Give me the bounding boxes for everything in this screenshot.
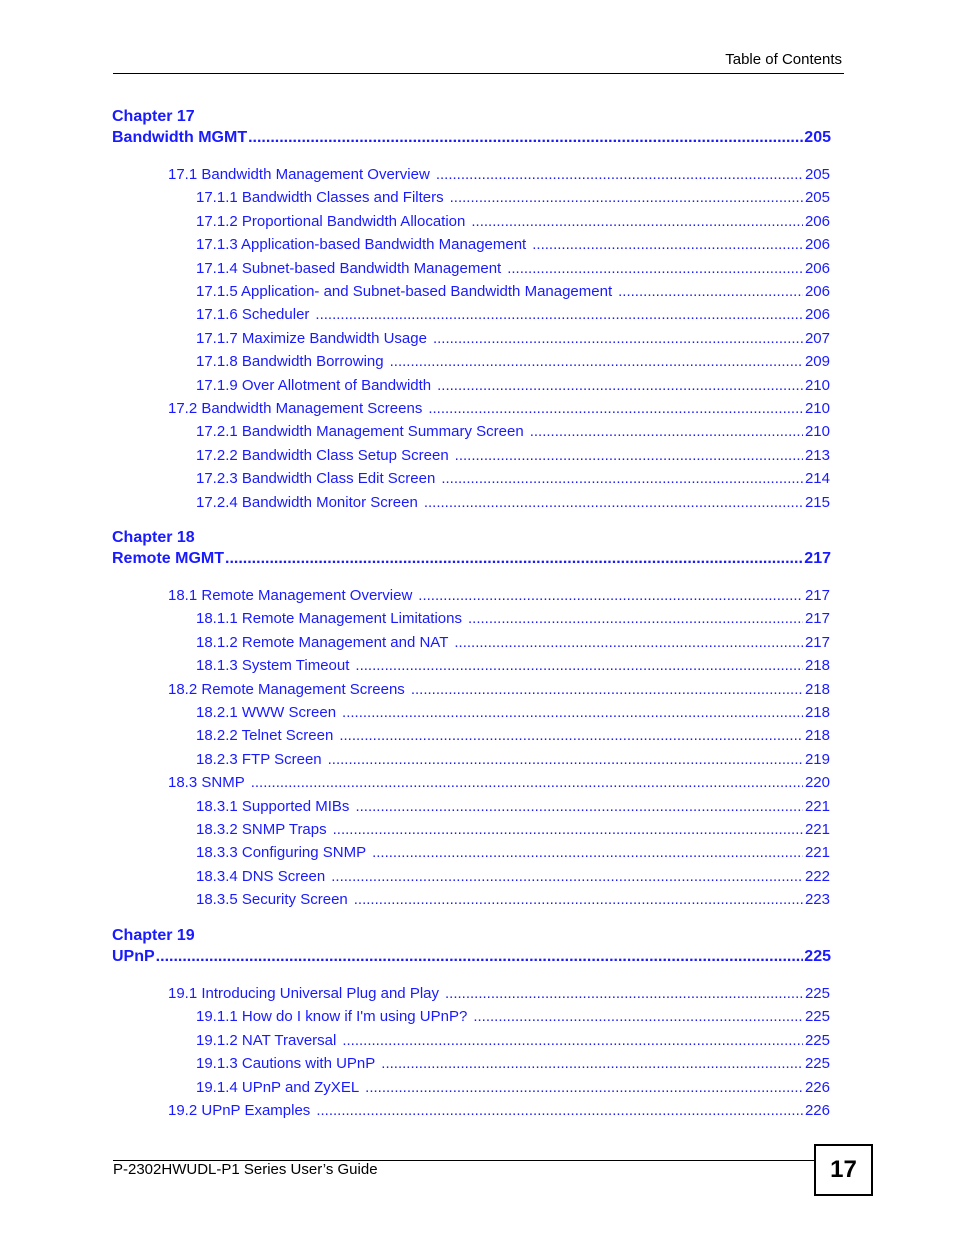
toc-entry-page: 221: [804, 797, 830, 815]
toc-entry-title: 17.2.2 Bandwidth Class Setup Screen: [196, 446, 449, 464]
toc-entry-title: 17.2.1 Bandwidth Management Summary Screen: [196, 423, 524, 441]
toc-entry-page: 219: [804, 750, 830, 768]
toc-entry-page: 223: [804, 891, 830, 909]
toc-entry-page: 215: [804, 493, 830, 511]
toc-entry-page: 225: [804, 1008, 830, 1026]
chapter-page: 205: [804, 129, 831, 146]
toc-entry[interactable]: [196, 351, 830, 373]
toc-entry-title: 17.1.9 Over Allotment of Bandwidth: [196, 376, 432, 394]
dot-leader: [390, 351, 803, 373]
toc-entry-title: 17.1.3 Application-based Bandwidth Management: [196, 236, 527, 254]
toc-entry-title: 18.3.5 Security Screen: [196, 891, 348, 909]
chapter-label: Chapter 17: [112, 108, 195, 125]
dot-leader: [437, 375, 803, 397]
toc-entry[interactable]: [168, 398, 830, 420]
toc-entry[interactable]: [196, 655, 830, 677]
header-title: Table of Contents: [725, 51, 842, 68]
toc-entry-title: 17.1.5 Application- and Subnet-based Bandwidth Management: [196, 283, 613, 300]
toc-entry-title: 17.2.3 Bandwidth Class Edit Screen: [196, 470, 436, 488]
toc-entry-title: 18.3.3 Configuring SNMP: [196, 844, 367, 862]
toc-entry[interactable]: [196, 328, 830, 350]
dot-leader: [532, 234, 803, 256]
chapter-title: UPnP: [112, 948, 155, 965]
dot-leader: [418, 585, 803, 607]
dot-leader: [328, 749, 803, 771]
toc-entry[interactable]: [196, 1077, 830, 1099]
dot-leader: [316, 1100, 803, 1122]
toc-entry-title: 17.2.4 Bandwidth Monitor Screen: [196, 493, 418, 511]
dot-leader: [365, 1077, 803, 1099]
toc-entry-page: 217: [804, 633, 830, 651]
dot-leader: [433, 328, 803, 350]
toc-entry-page: 205: [804, 189, 830, 207]
toc-entry-title: 18.3.2 SNMP Traps: [196, 821, 327, 838]
toc-entry-page: 217: [804, 587, 830, 604]
toc-entry-page: 209: [804, 353, 830, 371]
dot-leader: [333, 819, 803, 841]
dot-leader: [445, 983, 803, 1005]
chapter-heading: [112, 926, 831, 967]
toc-entry-title: 19.1.1 How do I know if I'm using UPnP?: [196, 1008, 468, 1026]
chapter-label: Chapter 19: [112, 927, 195, 944]
dot-leader: [225, 548, 803, 569]
dot-leader: [251, 772, 803, 794]
toc-entry[interactable]: [196, 304, 830, 326]
toc-entry-page: 213: [804, 446, 830, 464]
dot-leader: [436, 164, 803, 186]
dot-leader: [156, 946, 804, 967]
toc-entry-title: 19.1 Introducing Universal Plug and Play: [168, 985, 439, 1002]
toc-entry[interactable]: [168, 679, 830, 701]
toc-entry-title: 18.1.3 System Timeout: [196, 657, 350, 675]
toc-entry-title: 18.2.3 FTP Screen: [196, 750, 322, 768]
toc-entry-title: 18.2 Remote Management Screens: [168, 680, 405, 698]
header-rule: [113, 73, 844, 74]
toc-entry-title: 18.1.1 Remote Management Limitations: [196, 610, 462, 628]
chapter-title-link[interactable]: [112, 548, 831, 569]
dot-leader: [450, 187, 803, 209]
toc-entry-title: 18.2.2 Telnet Screen: [196, 727, 334, 745]
toc-entry-page: 214: [804, 470, 830, 488]
toc-entry-page: 225: [804, 1031, 830, 1049]
dot-leader: [471, 211, 803, 233]
chapter-title-link[interactable]: [112, 127, 831, 148]
chapter-heading: [112, 107, 831, 148]
dot-leader: [454, 632, 803, 654]
toc-entry-page: 218: [804, 704, 830, 721]
toc-entry-title: 17.1.2 Proportional Bandwidth Allocation: [196, 212, 466, 230]
dot-leader: [339, 725, 803, 747]
toc-entry[interactable]: [196, 702, 830, 724]
dot-leader: [441, 468, 803, 490]
chapter-heading: [112, 528, 831, 569]
dot-leader: [411, 679, 803, 701]
dot-leader: [424, 492, 803, 514]
toc-entry[interactable]: [196, 281, 830, 303]
toc-entry[interactable]: [196, 468, 830, 490]
toc-entry-title: 18.2.1 WWW Screen: [196, 704, 337, 721]
toc-entry[interactable]: [196, 749, 830, 771]
dot-leader: [248, 127, 803, 148]
toc-entry-page: 225: [804, 985, 830, 1002]
chapter-page: 217: [804, 550, 831, 567]
toc-entry[interactable]: [196, 1030, 830, 1052]
toc-entry-page: 210: [804, 400, 830, 417]
toc-entry-title: 17.1.8 Bandwidth Borrowing: [196, 353, 384, 371]
toc-entry-page: 207: [804, 329, 830, 347]
toc-entry-page: 220: [804, 774, 830, 792]
toc-entry[interactable]: [196, 445, 830, 467]
toc-entry[interactable]: [168, 772, 830, 794]
toc-entry-page: 218: [804, 680, 830, 698]
dot-leader: [342, 702, 803, 724]
toc-entry[interactable]: [196, 187, 830, 209]
toc-entry[interactable]: [196, 492, 830, 514]
toc-entry-title: 19.1.2 NAT Traversal: [196, 1031, 337, 1049]
toc-entry-page: 226: [804, 1102, 830, 1119]
page-number-box: [814, 1144, 873, 1196]
toc-entry-page: 206: [804, 212, 830, 230]
toc-entry-page: 221: [804, 821, 830, 838]
footer-guide-title: P-2302HWUDL-P1 Series User’s Guide: [113, 1161, 378, 1178]
toc-entry-title: 18.3 SNMP: [168, 774, 245, 792]
toc-entry-page: 205: [804, 166, 830, 183]
toc-entry-page: 206: [804, 283, 830, 300]
toc-entry-page: 225: [804, 1055, 830, 1073]
page-number: 17: [830, 1156, 857, 1183]
toc-entry-title: 17.2 Bandwidth Management Screens: [168, 400, 423, 417]
dot-leader: [428, 398, 803, 420]
chapter-page: 225: [804, 948, 831, 965]
toc-entry-page: 206: [804, 236, 830, 254]
toc-entry-title: 18.1 Remote Management Overview: [168, 587, 413, 604]
toc-entry[interactable]: [168, 164, 830, 186]
toc-entry[interactable]: [196, 842, 830, 864]
toc-entry-title: 17.1 Bandwidth Management Overview: [168, 166, 430, 183]
toc-entry-title: 17.1.1 Bandwidth Classes and Filters: [196, 189, 444, 207]
toc-entry-page: 206: [804, 259, 830, 277]
toc-entry-page: 217: [804, 610, 830, 628]
toc-entry-title: 18.3.4 DNS Screen: [196, 867, 326, 885]
toc-entry-title: 17.1.7 Maximize Bandwidth Usage: [196, 329, 427, 347]
toc-entry[interactable]: [196, 889, 830, 911]
toc-entry[interactable]: [196, 725, 830, 747]
toc-entry[interactable]: [196, 258, 830, 280]
dot-leader: [473, 1006, 803, 1028]
toc-entry-title: 18.1.2 Remote Management and NAT: [196, 633, 449, 651]
toc-entry-title: 19.1.4 UPnP and ZyXEL: [196, 1078, 360, 1096]
toc-entry-title: 17.1.6 Scheduler: [196, 306, 310, 324]
dot-leader: [331, 866, 803, 888]
toc-entry-page: 218: [804, 657, 830, 675]
dot-leader: [507, 258, 803, 280]
toc-entry[interactable]: [196, 632, 830, 654]
toc-entry[interactable]: [196, 375, 830, 397]
chapter-title-link[interactable]: [112, 946, 831, 967]
toc-entry-page: 210: [804, 423, 830, 441]
toc-entry[interactable]: [196, 1006, 830, 1028]
toc-entry-title: 18.3.1 Supported MIBs: [196, 797, 350, 815]
toc-entry-page: 206: [804, 306, 830, 324]
dot-leader: [342, 1030, 803, 1052]
toc-entry[interactable]: [168, 1100, 830, 1122]
dot-leader: [455, 445, 803, 467]
toc-entry-page: 221: [804, 844, 830, 862]
toc-entry[interactable]: [168, 983, 830, 1005]
toc-entry[interactable]: [196, 796, 830, 818]
toc-entry[interactable]: [196, 234, 830, 256]
toc-entry[interactable]: [196, 819, 830, 841]
chapter-title: Remote MGMT: [112, 550, 224, 567]
dot-leader: [468, 608, 803, 630]
toc-entry[interactable]: [196, 1053, 830, 1075]
dot-leader: [381, 1053, 803, 1075]
toc-entry[interactable]: [196, 866, 830, 888]
toc-entry-page: 210: [804, 376, 830, 394]
toc-entry[interactable]: [196, 608, 830, 630]
chapter-label: Chapter 18: [112, 529, 195, 546]
toc-entry-title: 19.1.3 Cautions with UPnP: [196, 1055, 376, 1073]
toc-entry[interactable]: [196, 211, 830, 233]
toc-entry-page: 218: [804, 727, 830, 745]
dot-leader: [372, 842, 803, 864]
toc-entry-title: 19.2 UPnP Examples: [168, 1102, 311, 1119]
toc-entry[interactable]: [196, 421, 830, 443]
dot-leader: [355, 655, 803, 677]
dot-leader: [618, 281, 803, 303]
dot-leader: [354, 889, 803, 911]
dot-leader: [355, 796, 803, 818]
dot-leader: [530, 421, 803, 443]
toc-entry-page: 226: [804, 1078, 830, 1096]
chapter-title: Bandwidth MGMT: [112, 129, 248, 146]
toc-entry[interactable]: [168, 585, 830, 607]
toc-entry-title: 17.1.4 Subnet-based Bandwidth Management: [196, 259, 502, 277]
toc-entry-page: 222: [804, 867, 830, 885]
dot-leader: [315, 304, 803, 326]
